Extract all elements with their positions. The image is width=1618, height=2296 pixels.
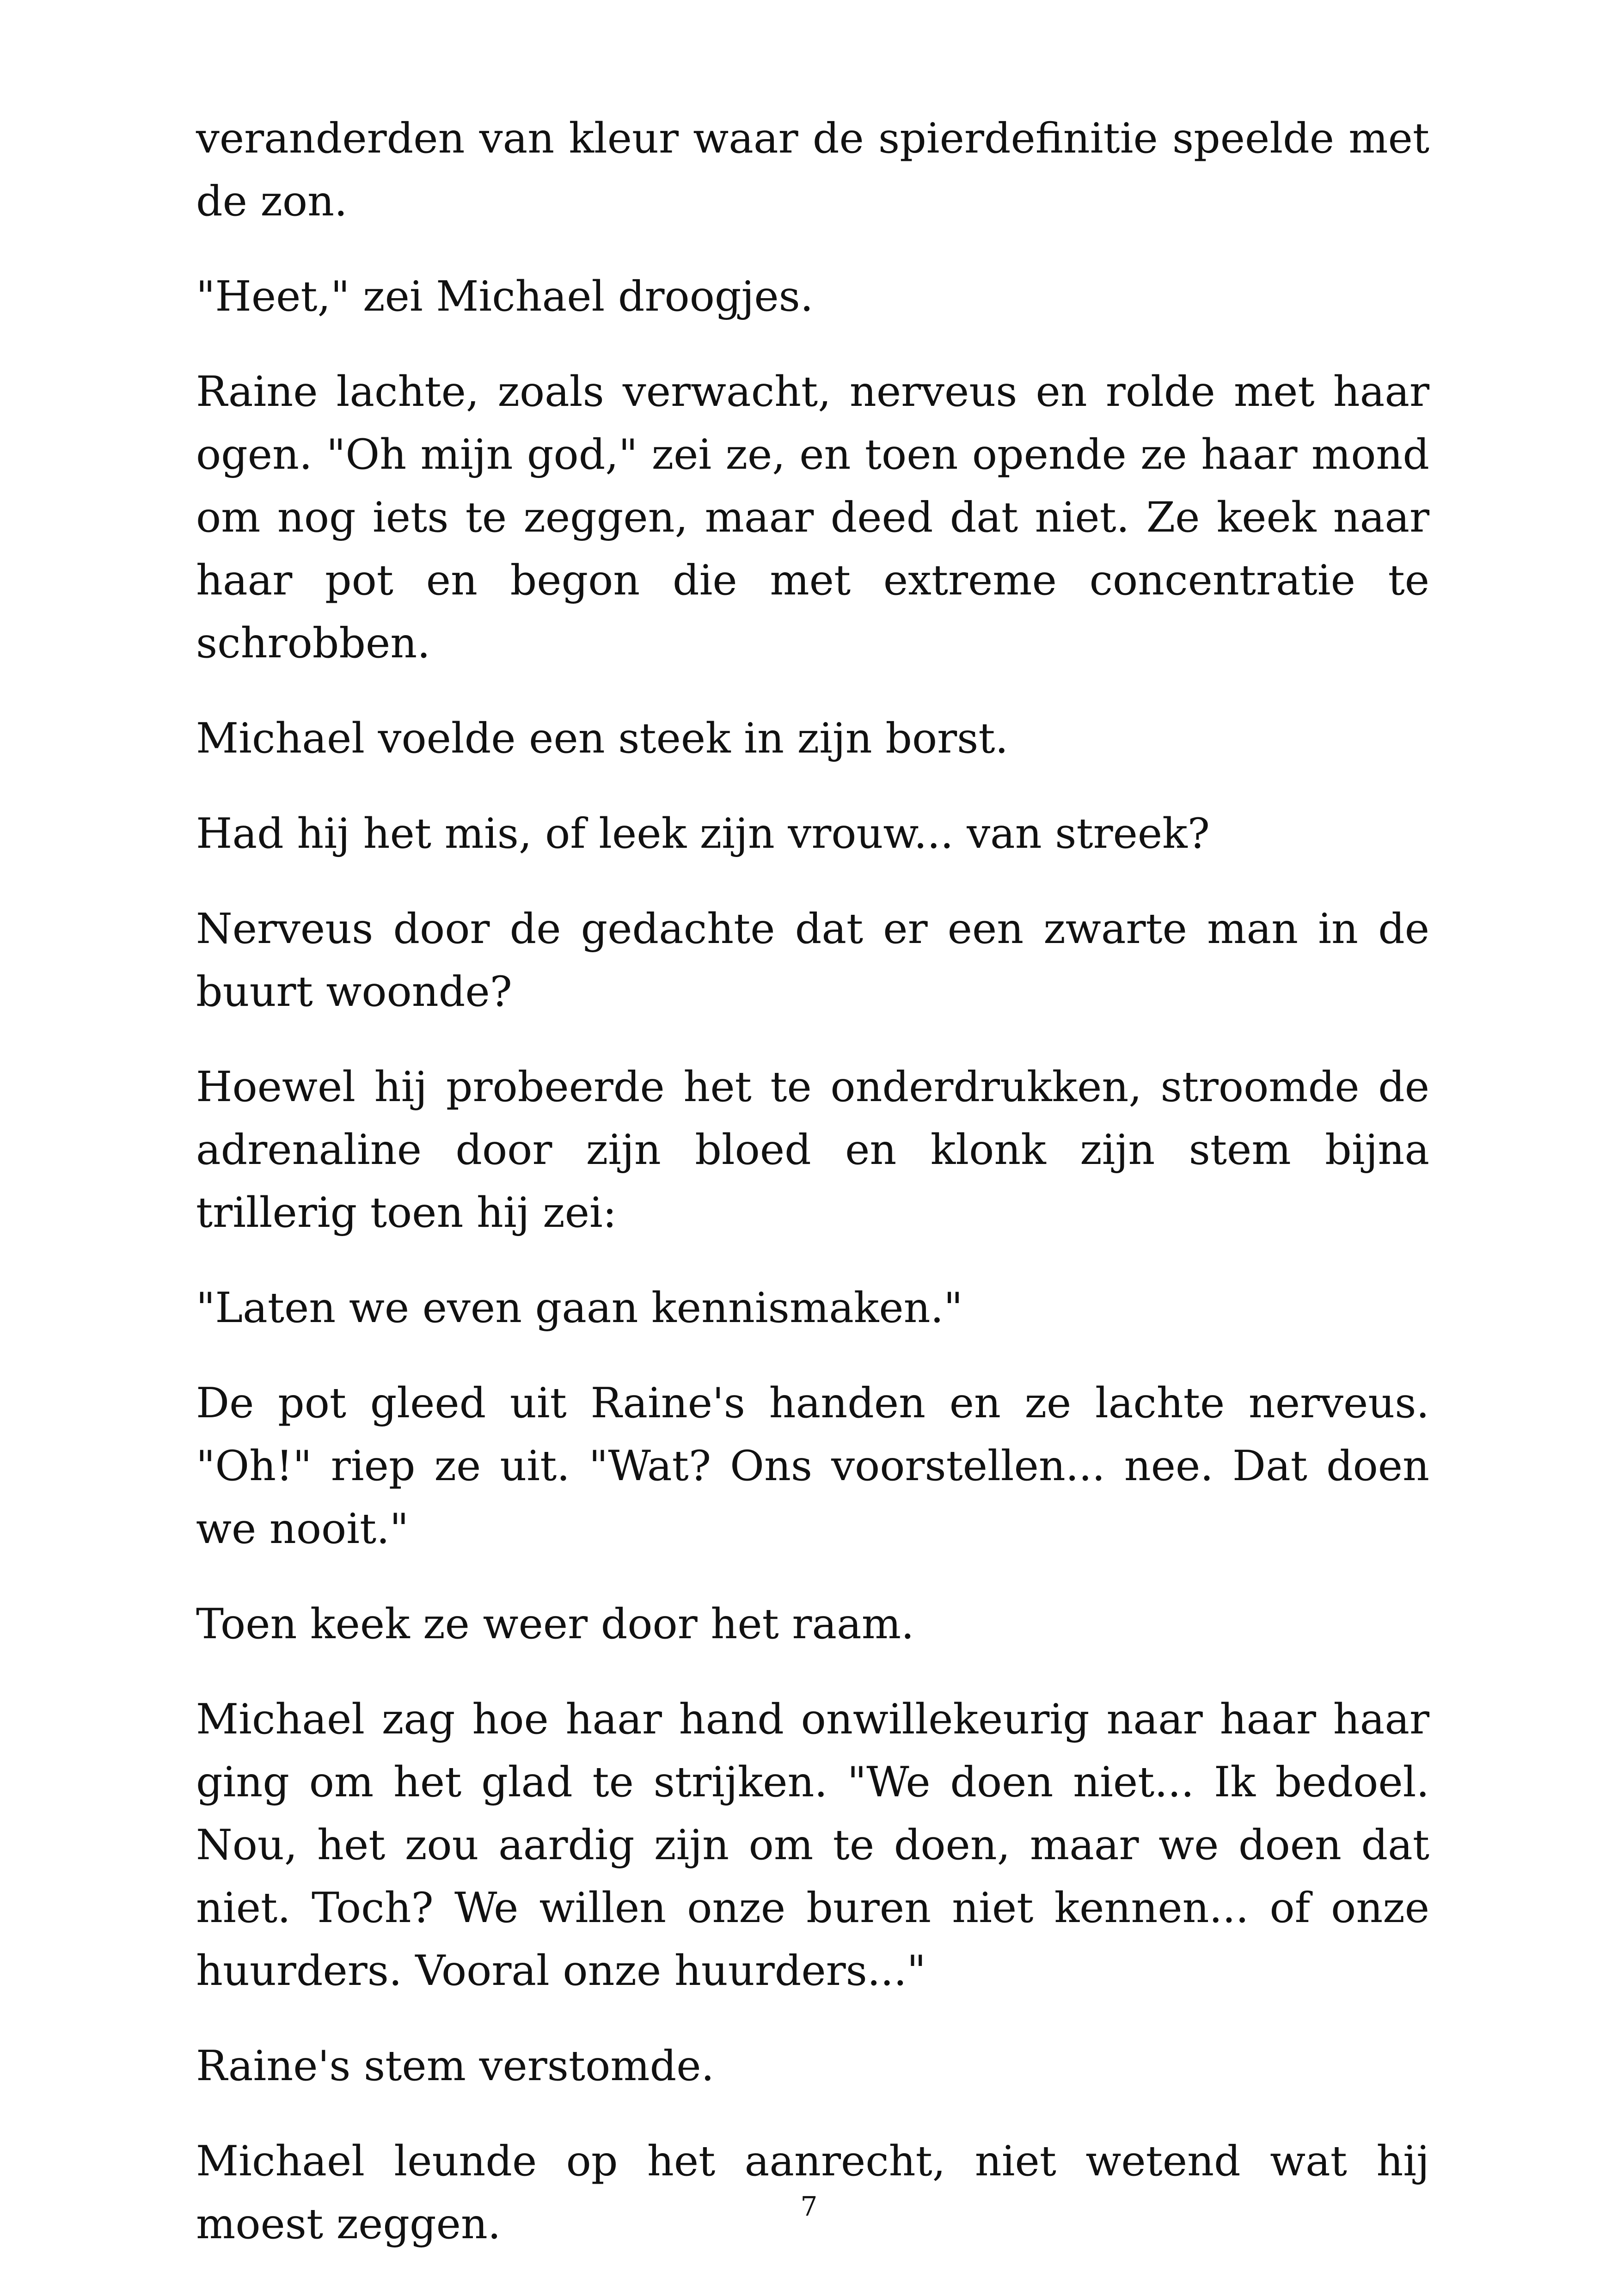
paragraph: "Laten we even gaan kennismaken." (196, 1284, 963, 1332)
paragraph: Nerveus door de gedachte dat er een zwarte man in de buurt woonde? (196, 905, 1429, 1016)
paragraph: Hoewel hij probeerde het te onderdrukken, stroomde de adrenaline door zijn bloed en klonk zijn stem bijna trillerig toen hij zei: (196, 1063, 1429, 1237)
paragraph: Michael voelde een steek in zijn borst. (196, 714, 1009, 763)
body-text (196, 107, 1429, 2288)
paragraph: Raine lachte, zoals verwacht, nerveus en rolde met haar ogen. "Oh mijn god," zei ze, en toen opende ze haar mond om nog iets te zeggen, maar deed dat niet. Ze keek naar haar pot en begon die met extreme concentratie te schrobben. (196, 367, 1429, 667)
paragraph: Had hij het mis, of leek zijn vrouw... van streek? (196, 809, 1210, 858)
paragraph: Michael leunde op het aanrecht, niet wetend wat hij moest zeggen. (196, 2137, 1429, 2248)
paragraph: Raine's stem verstomde. (196, 2042, 715, 2090)
page-number: 7 (800, 2191, 818, 2222)
paragraph: Michael zag hoe haar hand onwillekeurig naar haar haar ging om het glad te strijken. "We doen niet... Ik bedoel. Nou, het zou aardig zijn om te doen, maar we doen dat niet. Toch? We willen onze buren niet kennen... of onze huurders. Vooral onze huurders..." (196, 1695, 1429, 1995)
paragraph: Toen keek ze weer door het raam. (196, 1600, 914, 1648)
paragraph: veranderden van kleur waar de spierdefinitie speelde met de zon. (196, 114, 1429, 226)
paragraph: "Heet," zei Michael droogjes. (196, 272, 814, 321)
paragraph: De pot gleed uit Raine's handen en ze lachte nerveus. "Oh!" riep ze uit. "Wat? Ons voorstellen... nee. Dat doen we nooit." (196, 1379, 1429, 1553)
